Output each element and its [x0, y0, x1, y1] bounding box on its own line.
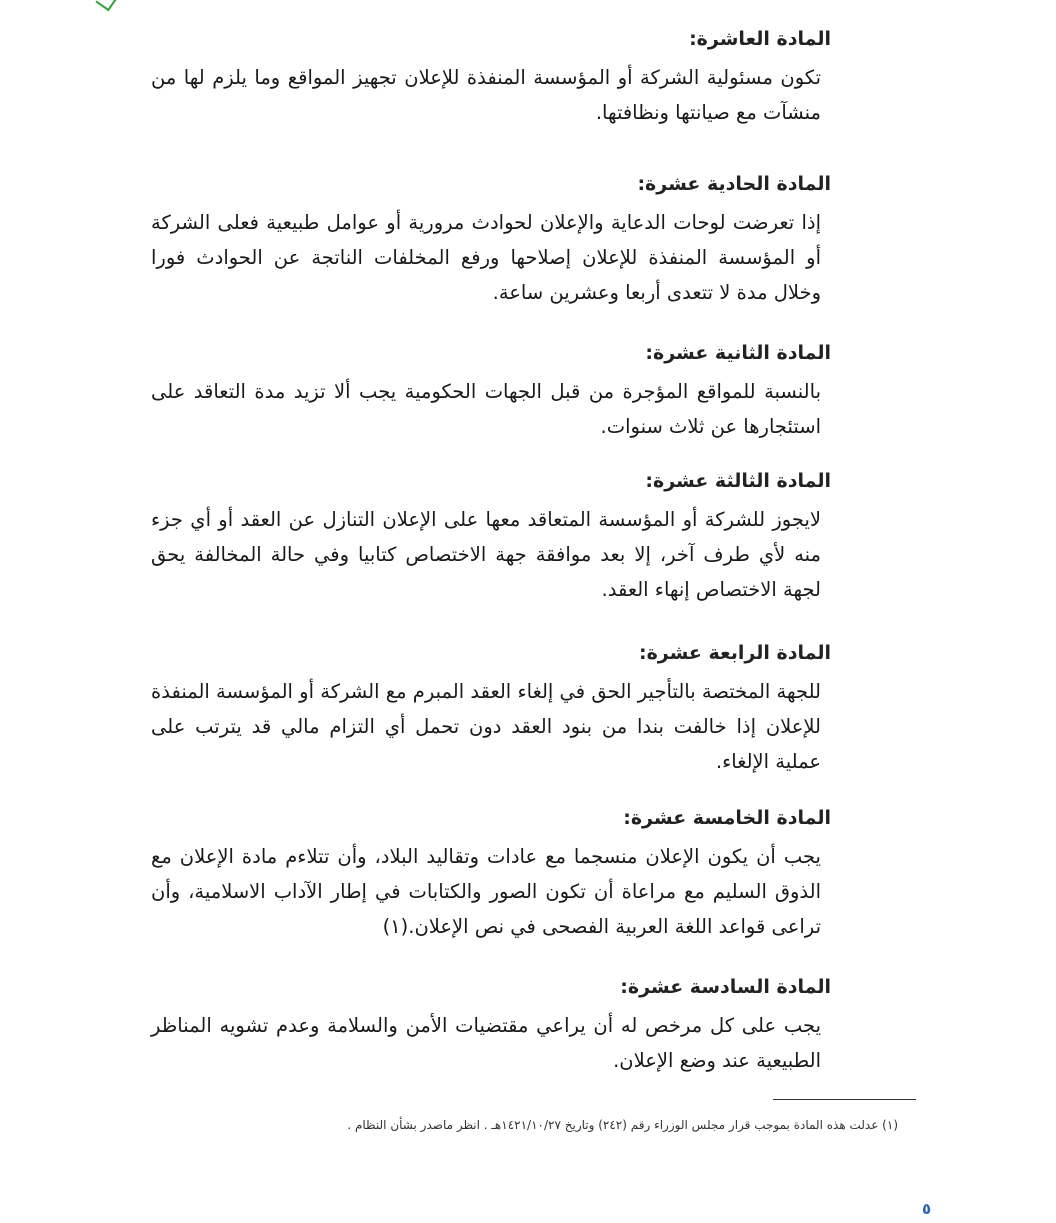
- article-10: [151, 24, 831, 130]
- article-heading: المادة الثانية عشرة:: [645, 342, 831, 364]
- article-15: [151, 803, 831, 944]
- footnote: (١) عدلت هذه المادة بموجب قرار مجلس الوزراء رقم (٢٤٢) وتاريخ ١٤٢١/١٠/٢٧هـ . انظر ماصدر بشأن النظام .: [347, 1118, 898, 1132]
- article-12: [151, 338, 831, 444]
- article-heading: المادة الرابعة عشرة:: [638, 642, 831, 664]
- article-heading: المادة الخامسة عشرة:: [623, 807, 831, 829]
- article-body: يجب على كل مرخص له أن يراعي مقتضيات الأمن والسلامة وعدم تشويه المناظر الطبيعية عند وضع الإعلان.: [151, 1014, 821, 1072]
- article-heading: المادة الحادية عشرة:: [637, 173, 831, 195]
- article-body: للجهة المختصة بالتأجير الحق في إلغاء العقد المبرم مع الشركة أو المؤسسة المنفذة للإعلان إذا خالفت بندا من بنود العقد دون تحمل أي التزام مالي قد يترتب على عملية الإلغاء.: [151, 680, 821, 773]
- article-heading: المادة السادسة عشرة:: [620, 976, 831, 998]
- page-number: ٥: [922, 1200, 932, 1218]
- article-body: لايجوز للشركة أو المؤسسة المتعاقد معها على الإعلان التنازل عن العقد أو أي جزء منه لأي طرف آخر، إلا بعد موافقة جهة الاختصاص كتابيا وفي حالة المخالفة يحق لجهة الاختصاص إنهاء العقد.: [151, 508, 821, 601]
- article-14: [151, 638, 831, 779]
- article-body: إذا تعرضت لوحات الدعاية والإعلان لحوادث مرورية أو عوامل طبيعية فعلى الشركة أو المؤسسة المنفذة للإعلان إصلاحها ورفع المخلفات الناتجة عن الحوادث فورا وخلال مدة لا تتعدى أربعا وعشرين ساعة.: [151, 211, 821, 304]
- check-mark-icon: [95, 0, 116, 11]
- footnote-divider: [773, 1099, 916, 1100]
- article-body: بالنسبة للمواقع المؤجرة من قبل الجهات الحكومية يجب ألا تزيد مدة التعاقد على استئجارها عن ثلاث سنوات.: [151, 380, 821, 438]
- article-heading: المادة الثالثة عشرة:: [645, 470, 831, 492]
- article-13: [151, 466, 831, 607]
- article-16: [151, 972, 831, 1078]
- article-heading: المادة العاشرة:: [689, 28, 831, 50]
- article-body: تكون مسئولية الشركة أو المؤسسة المنفذة للإعلان تجهيز المواقع وما يلزم لها من منشآت مع صيانتها ونظافتها.: [151, 66, 821, 124]
- article-body: يجب أن يكون الإعلان منسجما مع عادات وتقاليد البلاد، وأن تتلاءم مادة الإعلان مع الذوق السليم مع مراعاة أن تكون الصور والكتابات في إطار الآداب الاسلامية، وأن تراعى قواعد اللغة العربية الفصحى في نص الإعلان.(١): [151, 845, 821, 938]
- article-11: [151, 169, 831, 310]
